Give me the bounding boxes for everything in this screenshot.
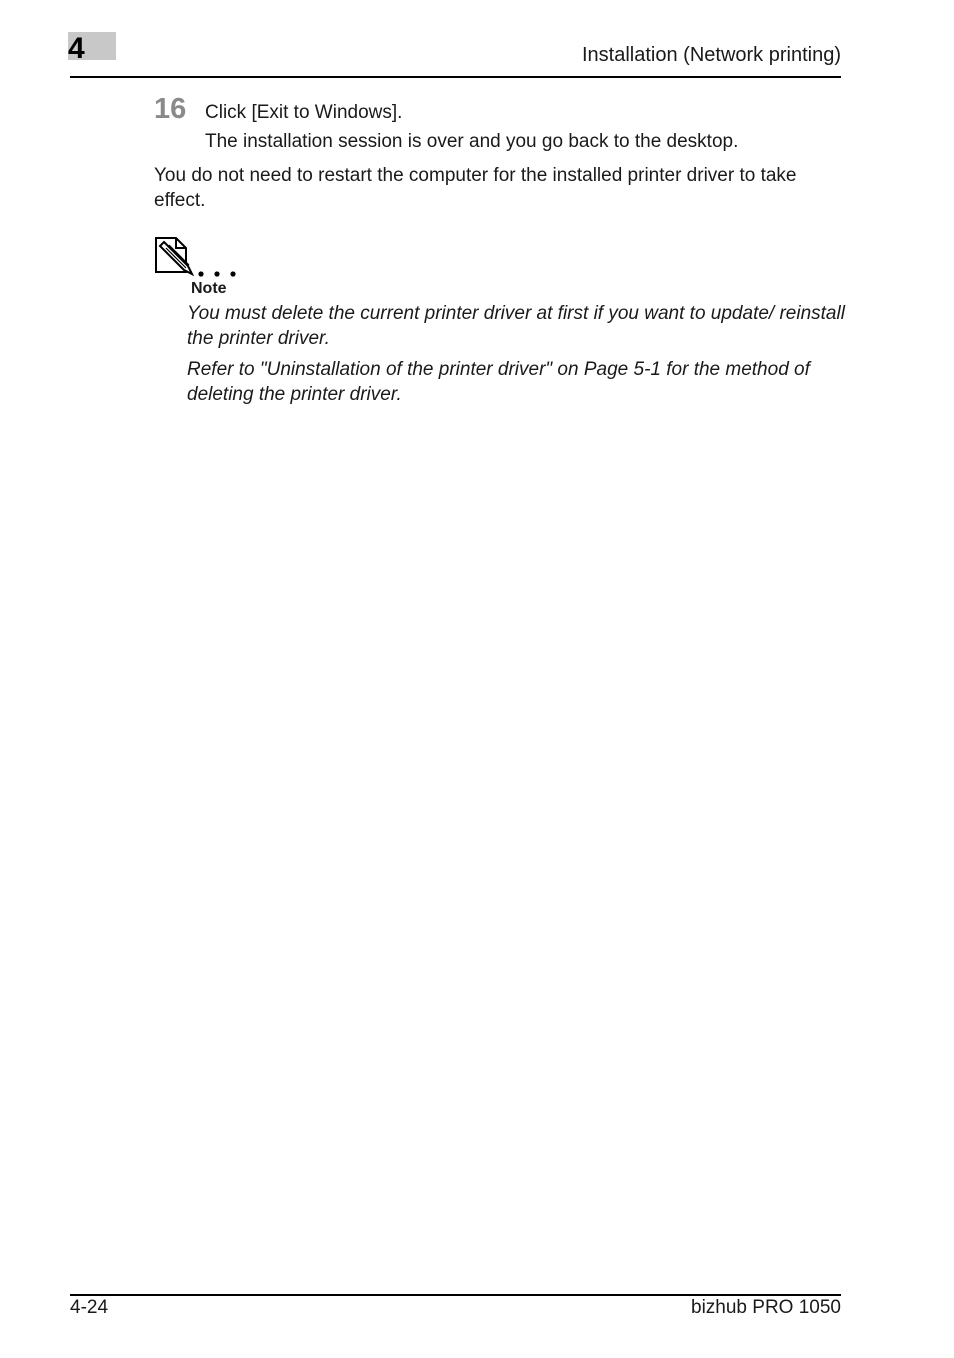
note-paragraph: Refer to "Uninstallation of the printer driver" on Page 5-1 for the method of deleting the printer driver. bbox=[187, 359, 810, 405]
step-number: 16 bbox=[154, 93, 187, 125]
chapter-number: 4 bbox=[68, 32, 85, 65]
body-paragraph: You do not need to restart the computer for the installed printer driver to take effect. bbox=[154, 165, 797, 211]
note-label: Note bbox=[191, 280, 227, 297]
note-paragraph: You must delete the current printer driver at first if you want to update/ reinstall the printer driver. bbox=[187, 303, 845, 349]
pencil-note-icon bbox=[152, 232, 242, 280]
header-title: Installation (Network printing) bbox=[582, 44, 841, 66]
step-instruction: Click [Exit to Windows]. bbox=[205, 102, 403, 123]
page-number: 4-24 bbox=[70, 1297, 109, 1318]
product-name: bizhub PRO 1050 bbox=[691, 1297, 841, 1318]
step-result: The installation session is over and you go back to the desktop. bbox=[205, 131, 739, 152]
header-divider bbox=[70, 76, 841, 78]
